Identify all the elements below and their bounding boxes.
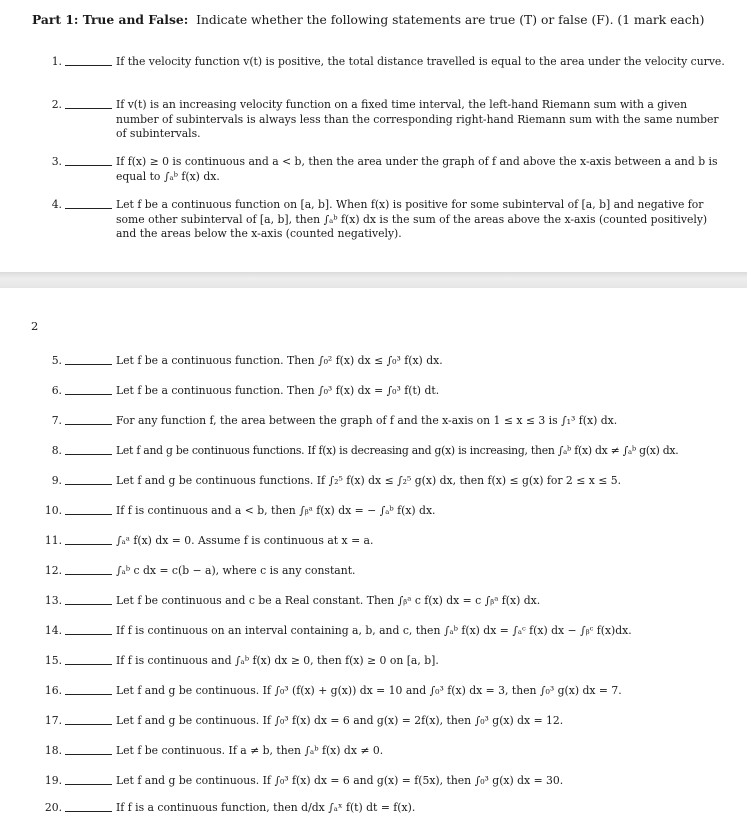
page-1 (0, 0, 747, 272)
answer-blank[interactable] (65, 544, 112, 545)
answer-blank[interactable] (65, 424, 112, 425)
question-text: Let f be a continuous function. Then ∫₀³ f(x) dx = ∫₀³ f(t) dt. (116, 384, 440, 397)
question-number: 16. (44, 684, 62, 697)
question-text: Let f be a continuous function. Then ∫₀² f(x) dx ≤ ∫₀³ f(x) dx. (116, 354, 443, 367)
question-number: 12. (44, 564, 62, 577)
question-text: Let f and g be continuous. If ∫₀³ f(x) dx = 6 and g(x) = 2f(x), then ∫₀³ g(x) dx = 12. (116, 714, 564, 727)
answer-blank[interactable] (65, 454, 112, 455)
answer-blank[interactable] (65, 694, 112, 695)
question-number: 3. (51, 155, 62, 168)
part-instruction: Indicate whether the following statements are true (T) or false (F). (1 mark each) (196, 13, 705, 27)
question-text: ∫ₐᵇ c dx = c(b − a), where c is any constant. (116, 564, 356, 577)
question-text: ∫ₐᵃ f(x) dx = 0. Assume f is continuous at x = a. (116, 534, 374, 547)
question-text: If f is continuous and ∫ₐᵇ f(x) dx ≥ 0, then f(x) ≥ 0 on [a, b]. (116, 654, 439, 667)
question-number: 9. (51, 474, 62, 487)
answer-blank[interactable] (65, 165, 112, 166)
question-text: Let f and g be continuous. If ∫₀³ (f(x) + g(x)) dx = 10 and ∫₀³ f(x) dx = 3, then ∫₀³ g(x) dx = 7. (116, 684, 622, 697)
question-number: 11. (44, 534, 62, 547)
answer-blank[interactable] (65, 208, 112, 209)
question-text: If the velocity function v(t) is positive, the total distance travelled is equal to the area under the velocity curve. (116, 55, 725, 68)
question-number: 15. (44, 654, 62, 667)
question-text: If f is continuous on an interval containing a, b, and c, then ∫ₐᵇ f(x) dx = ∫ₐᶜ f(x) dx − ∫ᵦᶜ f(x)dx. (116, 624, 632, 637)
page-separator (0, 272, 747, 288)
answer-blank[interactable] (65, 724, 112, 725)
page-2 (0, 288, 747, 823)
question-number: 20. (44, 801, 62, 814)
answer-blank[interactable] (65, 484, 112, 485)
question-text: Let f be continuous and c be a Real constant. Then ∫ᵦᵃ c f(x) dx = c ∫ᵦᵃ f(x) dx. (116, 594, 541, 607)
answer-blank[interactable] (65, 754, 112, 755)
question-text: Let f be continuous. If a ≠ b, then ∫ₐᵇ f(x) dx ≠ 0. (116, 744, 384, 757)
part-title: Part 1: True and False: (32, 12, 189, 27)
question-text: If f is a continuous function, then d/dx ∫ₐˣ f(t) dt = f(x). (116, 801, 416, 814)
answer-blank[interactable] (65, 108, 112, 109)
question-number: 19. (44, 774, 62, 787)
answer-blank[interactable] (65, 784, 112, 785)
question-text: If f is continuous and a < b, then ∫ᵦᵃ f(x) dx = − ∫ₐᵇ f(x) dx. (116, 504, 436, 517)
question-text: Let f and g be continuous functions. If f(x) is decreasing and g(x) is increasing, then ∫ₐᵇ f(x) dx ≠ ∫ₐᵇ g(x) dx. (116, 444, 679, 457)
question-text: For any function f, the area between the graph of f and the x-axis on 1 ≤ x ≤ 3 is ∫₁³ f(x) dx. (116, 414, 618, 427)
question-number: 1. (51, 55, 62, 68)
answer-blank[interactable] (65, 364, 112, 365)
question-number: 10. (44, 504, 62, 517)
answer-blank[interactable] (65, 604, 112, 605)
answer-blank[interactable] (65, 634, 112, 635)
answer-blank[interactable] (65, 664, 112, 665)
answer-blank[interactable] (65, 394, 112, 395)
answer-blank[interactable] (65, 514, 112, 515)
answer-blank[interactable] (65, 811, 112, 812)
question-number: 14. (44, 624, 62, 637)
question-number: 2. (51, 98, 62, 111)
answer-blank[interactable] (65, 574, 112, 575)
question-number: 4. (51, 198, 62, 211)
answer-blank[interactable] (65, 65, 112, 66)
question-number: 18. (44, 744, 62, 757)
question-text: Let f and g be continuous. If ∫₀³ f(x) dx = 6 and g(x) = f(5x), then ∫₀³ g(x) dx = 30. (116, 774, 564, 787)
question-number: 5. (51, 354, 62, 367)
question-number: 7. (51, 414, 62, 427)
question-number: 6. (51, 384, 62, 397)
page-number: 2 (31, 319, 39, 333)
part-1-heading (32, 12, 704, 28)
question-text: If v(t) is an increasing velocity function on a fixed time interval, the left-hand Riemann sum with a given number of subintervals is always less than the corresponding right-hand Riemann sum with the same number of subintervals. (116, 98, 719, 140)
question-number: 13. (44, 594, 62, 607)
question-text: Let f be a continuous function on [a, b]. When f(x) is positive for some subinterval of [a, b] and negative for some other subinterval of [a, b], then ∫ₐᵇ f(x) dx is the sum of the areas above the x-axis (counted positively) and the areas below the x-axis (counted negatively). (116, 198, 708, 240)
question-text: Let f and g be continuous functions. If ∫₂⁵ f(x) dx ≤ ∫₂⁵ g(x) dx, then f(x) ≤ g(x) for 2 ≤ x ≤ 5. (116, 474, 622, 487)
question-text: If f(x) ≥ 0 is continuous and a < b, then the area under the graph of f and above the x-axis between a and b is equal to ∫ₐᵇ f(x) dx. (116, 155, 718, 183)
question-number: 8. (51, 444, 62, 457)
question-number: 17. (44, 714, 62, 727)
